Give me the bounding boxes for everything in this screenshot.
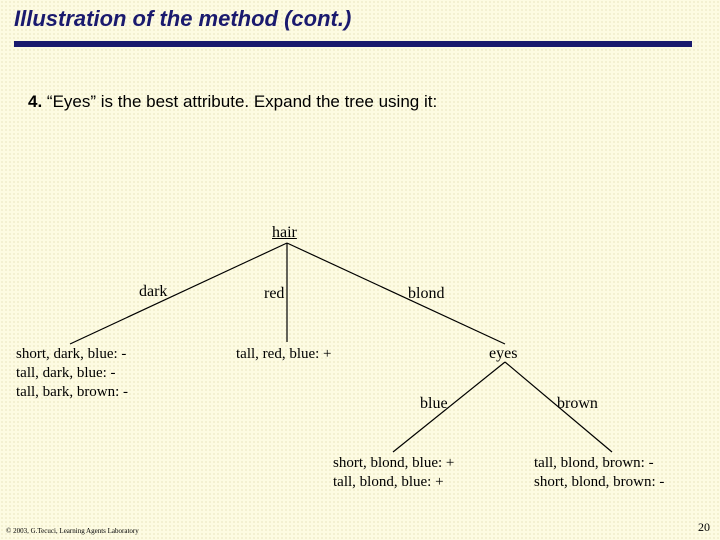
edge-eyes-blue — [393, 362, 505, 452]
branch-label-blond: blond — [408, 285, 445, 302]
root-node-hair: hair — [272, 224, 297, 241]
copyright-footer: © 2003, G.Tecuci, Learning Agents Laboratory — [6, 527, 139, 535]
node-eyes: eyes — [489, 345, 518, 362]
leaf-example: tall, blond, brown: - — [534, 455, 654, 471]
leaf-example: short, blond, brown: - — [534, 474, 665, 490]
branch-label-brown: brown — [557, 395, 598, 412]
leaf-red-examples — [236, 345, 332, 364]
step-text: “Eyes” is the best attribute. Expand the tree using it: — [46, 92, 438, 111]
edge-hair-blond — [287, 243, 505, 344]
leaf-dark-examples — [16, 345, 128, 402]
branch-label-blue: blue — [420, 395, 448, 412]
leaf-example: tall, red, blue: + — [236, 346, 332, 362]
edge-hair-dark — [70, 243, 287, 344]
step-number: 4. — [28, 92, 43, 111]
branch-label-dark: dark — [139, 283, 168, 300]
leaf-example: short, blond, blue: + — [333, 455, 455, 471]
leaf-example: short, dark, blue: - — [16, 346, 127, 362]
leaf-blue-examples — [333, 454, 454, 492]
leaf-brown-examples — [534, 454, 664, 492]
slide-title: Illustration of the method (cont.) — [14, 6, 352, 31]
page-number: 20 — [698, 520, 710, 534]
leaf-example: tall, bark, brown: - — [16, 384, 129, 400]
leaf-example: tall, dark, blue: - — [16, 365, 116, 381]
leaf-example: tall, blond, blue: + — [333, 474, 444, 490]
branch-label-red: red — [264, 285, 285, 302]
